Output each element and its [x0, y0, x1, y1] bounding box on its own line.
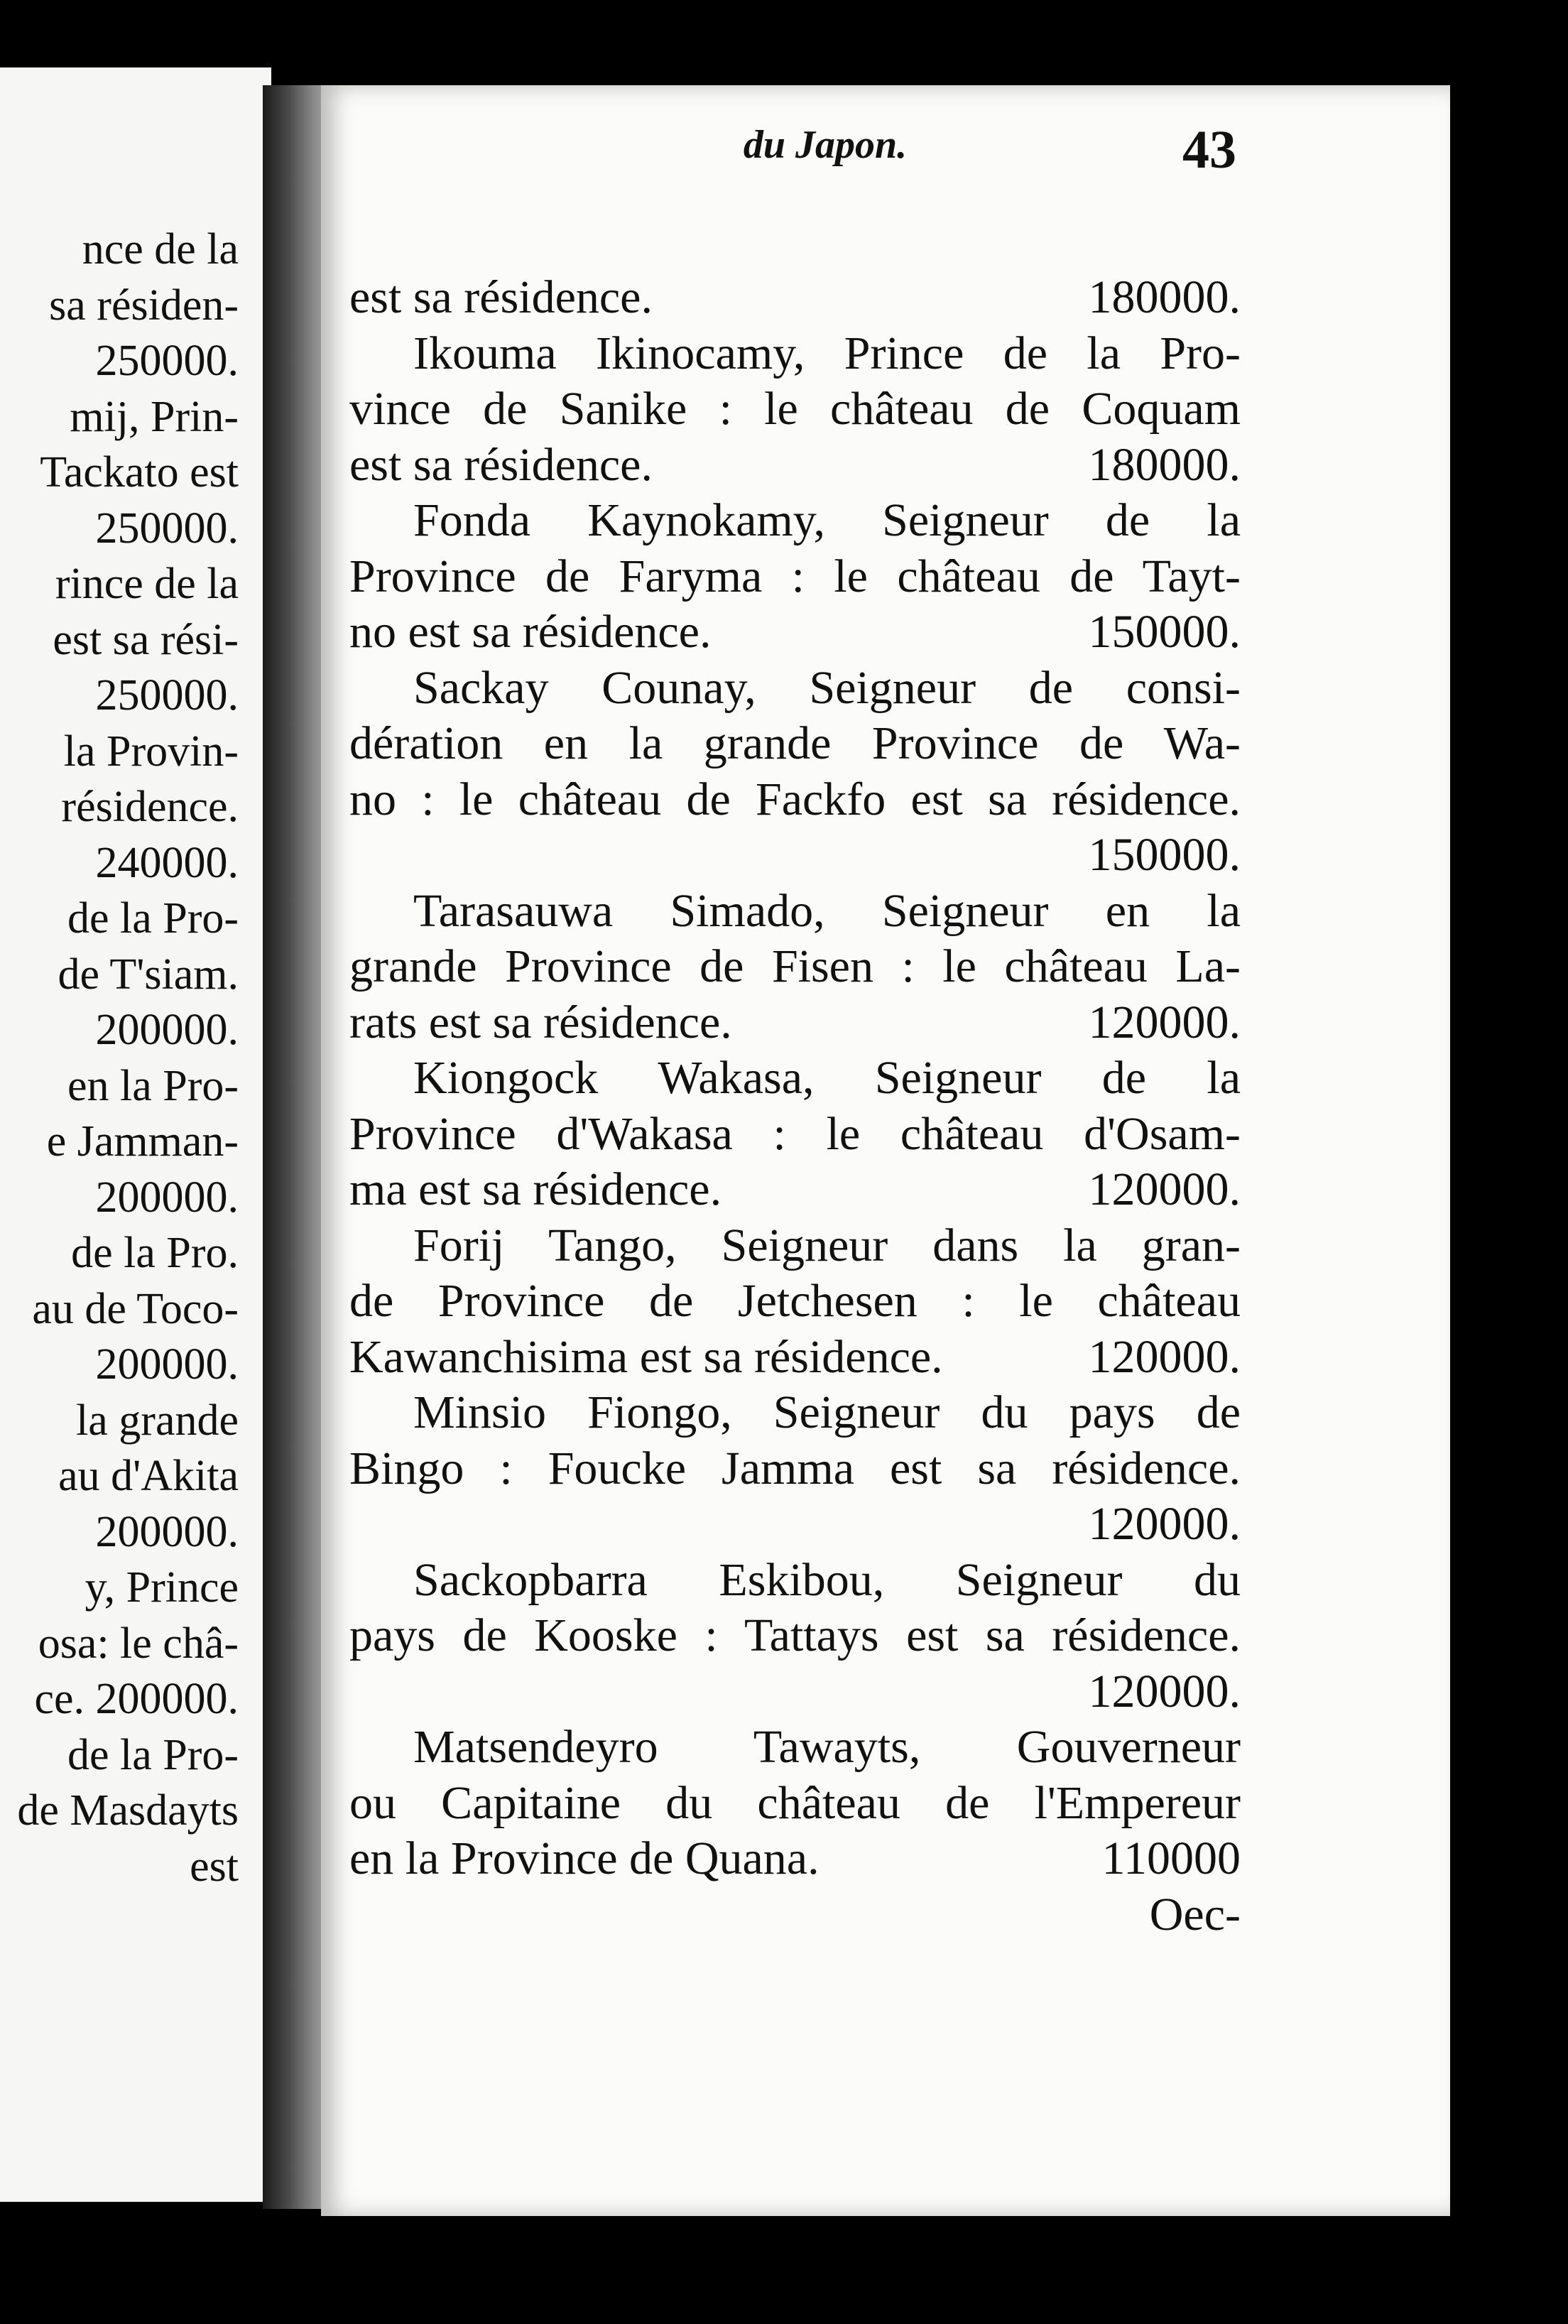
text-line-1: est sa résidence. 180000. — [349, 271, 1241, 323]
text-line-15: Kiongock Wakasa, Seigneur de la — [413, 1052, 1241, 1104]
left-page-line: est — [190, 1842, 239, 1891]
text-line-6: Province de Faryma : le château de Tayt- — [349, 550, 1241, 602]
left-page-line: au d'Akita — [58, 1452, 239, 1500]
text-line-17: ma est sa résidence. 120000. — [349, 1163, 1241, 1215]
left-page-line: nce de la — [82, 225, 239, 273]
left-page-line: au de Toco- — [32, 1284, 239, 1333]
left-page-line: Tackato est — [40, 448, 239, 496]
text-line-24: Sackopbarra Eskibou, Seigneur du — [413, 1553, 1241, 1606]
left-page-line: de T'siam. — [58, 950, 239, 999]
text-line-5: Fonda Kaynokamy, Seigneur de la — [413, 494, 1241, 546]
text-line-16: Province d'Wakasa : le château d'Osam- — [349, 1107, 1241, 1160]
catchword: Oec- — [1149, 1888, 1241, 1940]
left-page-line: 240000. — [95, 838, 239, 887]
left-page-line: osa: le châ- — [38, 1619, 239, 1668]
text-line-13: grande Province de Fisen : le château La- — [349, 940, 1241, 992]
main-text — [349, 270, 1241, 1943]
left-facing-page — [0, 67, 271, 2202]
running-head: du Japon. — [743, 123, 908, 167]
left-page-line: 250000. — [95, 337, 239, 385]
left-page-line: y, Prince — [85, 1563, 239, 1612]
left-page-line: 250000. — [95, 504, 239, 553]
left-page-line: e Jamman- — [46, 1117, 239, 1166]
left-page-line: de la Pro- — [67, 1730, 239, 1779]
text-line-29: en la Province de Quana. 110000 — [349, 1832, 1241, 1884]
text-line-8: Sackay Counay, Seigneur de consi- — [413, 661, 1241, 714]
left-page-line: est sa rési- — [53, 615, 239, 664]
page-number: 43 — [1182, 120, 1236, 180]
left-page-line: de Masdayts — [17, 1786, 239, 1835]
left-page-line: la grande — [76, 1396, 239, 1445]
left-page-line: mij, Prin- — [70, 392, 239, 441]
text-line-27: Matsendeyro Tawayts, Gouverneur — [413, 1721, 1241, 1773]
text-line-4: est sa résidence. 180000. — [349, 438, 1241, 491]
text-line-12: Tarasauwa Simado, Seigneur en la — [413, 884, 1241, 937]
left-page-line: sa résiden- — [49, 281, 239, 330]
left-page-line: la Provin- — [63, 727, 239, 776]
text-line-7: no est sa résidence. 150000. — [349, 606, 1241, 658]
text-line-19: de Province de Jetchesen : le château — [349, 1275, 1241, 1327]
left-page-line: 200000. — [95, 1507, 239, 1556]
text-line-11: 150000. — [1088, 829, 1241, 881]
text-line-23: 120000. — [1088, 1498, 1241, 1550]
text-line-18: Forij Tango, Seigneur dans la gran- — [413, 1219, 1241, 1271]
left-page-line: 200000. — [95, 1340, 239, 1389]
text-line-20: Kawanchisima est sa résidence. 120000. — [349, 1330, 1241, 1383]
left-page-line: résidence. — [61, 783, 239, 831]
text-line-25: pays de Kooske : Tattays est sa résidence. — [349, 1609, 1241, 1661]
left-page-line: rince de la — [55, 560, 239, 608]
text-line-21: Minsio Fiongo, Seigneur du pays de — [413, 1386, 1241, 1438]
left-page-line: de la Pro. — [71, 1229, 239, 1277]
left-page-line: 200000. — [95, 1006, 239, 1054]
text-line-2: Ikouma Ikinocamy, Prince de la Pro- — [413, 327, 1241, 379]
text-line-10: no : le château de Fackfo est sa résidence. — [349, 773, 1241, 825]
left-page-line: 250000. — [95, 671, 239, 720]
text-line-9: dération en la grande Province de Wa- — [349, 717, 1241, 769]
left-page-line: de la Pro- — [67, 894, 239, 943]
text-line-3: vince de Sanike : le château de Coquam — [349, 383, 1241, 435]
text-line-26: 120000. — [1088, 1665, 1241, 1717]
text-line-22: Bingo : Foucke Jamma est sa résidence. — [349, 1442, 1241, 1494]
left-page-line: en la Pro- — [67, 1061, 239, 1110]
text-line-14: rats est sa résidence. 120000. — [349, 996, 1241, 1048]
left-page-line: 200000. — [95, 1173, 239, 1222]
left-page-line: ce. 200000. — [34, 1675, 239, 1723]
text-line-28: ou Capitaine du château de l'Empereur — [349, 1776, 1241, 1829]
